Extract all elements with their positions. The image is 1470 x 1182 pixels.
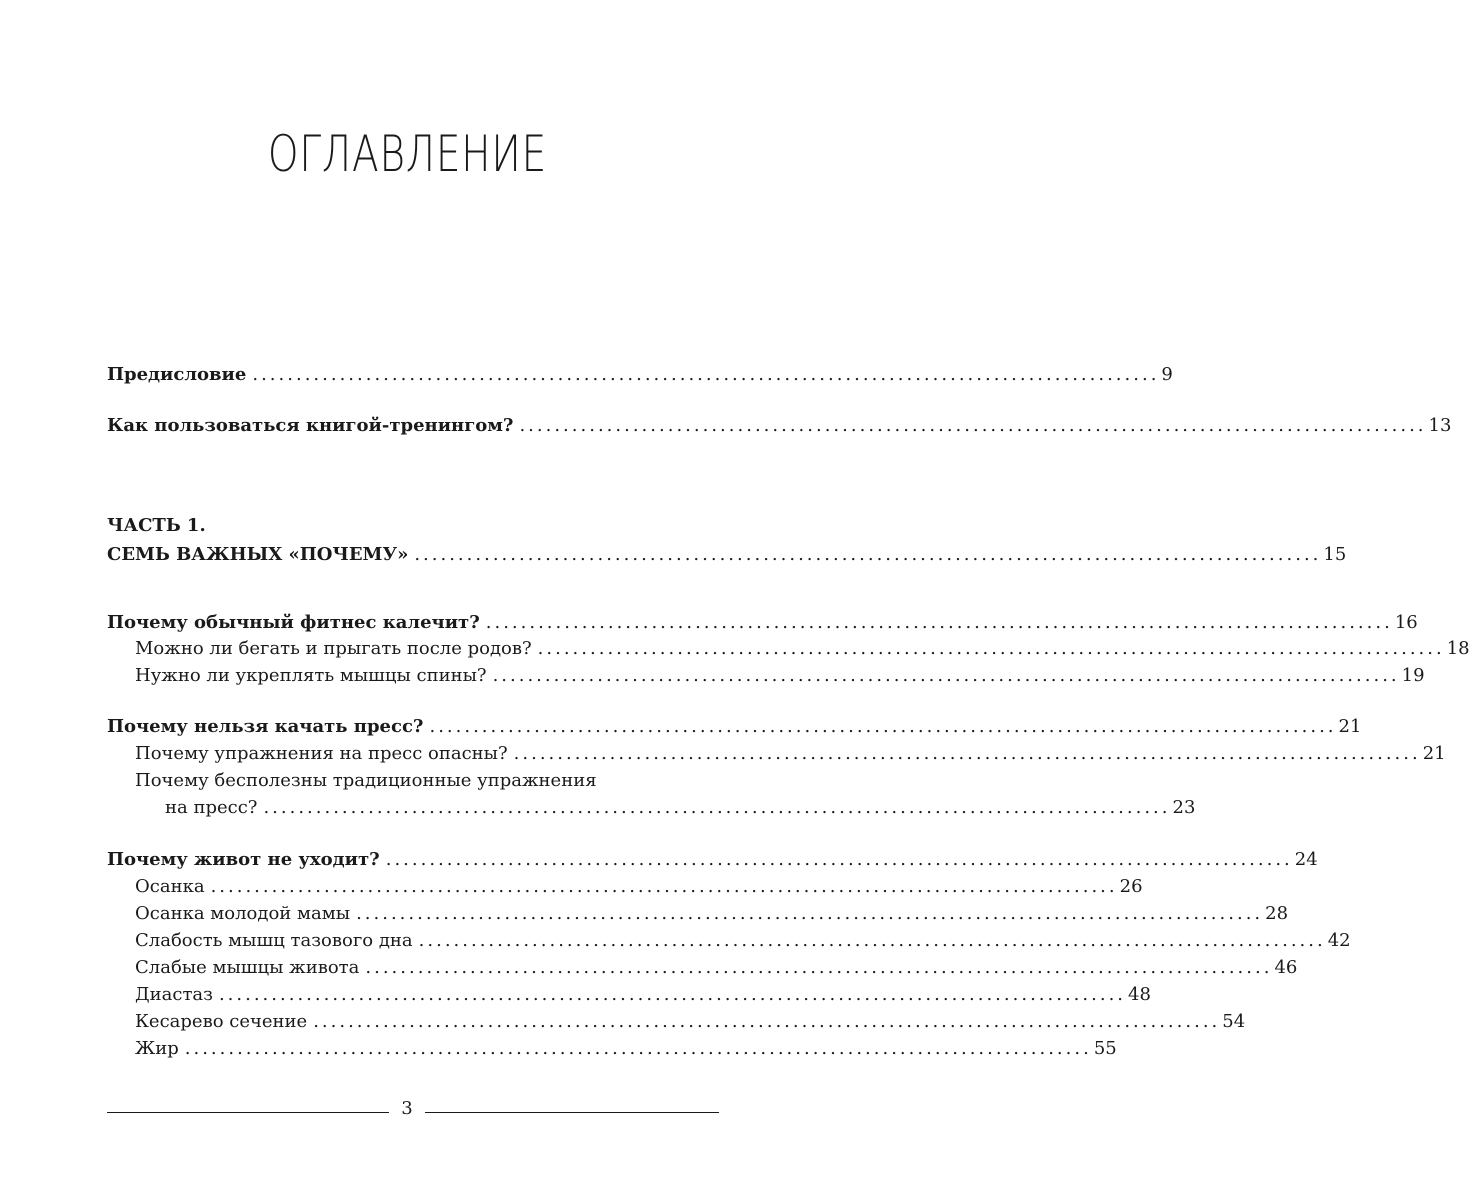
page-number: 3 (401, 1098, 413, 1119)
toc-entry-label: Осанка (135, 876, 205, 897)
toc-entry-page: 18 (1446, 638, 1470, 659)
toc-subentry[interactable] (135, 956, 1298, 980)
toc-subentry[interactable] (135, 929, 1351, 953)
footer-rule-right (425, 1112, 719, 1113)
dot-leader: ........................................................................................................ (218, 984, 1127, 1005)
dot-leader: ........................................................................................................ (513, 743, 1421, 764)
toc-entry-page: 48 (1128, 984, 1151, 1005)
dot-leader: ........................................................................................................ (210, 876, 1118, 897)
toc-entry-page: 24 (1294, 849, 1318, 870)
toc-entry-label: Почему нельзя качать пресс? (107, 716, 424, 737)
toc-entry-page: 21 (1422, 743, 1446, 764)
page-title: ОГЛАВЛЕНИЕ (267, 125, 548, 183)
toc-entry-label: Слабые мышцы живота (135, 957, 360, 978)
dot-leader: ........................................................................................................ (313, 1011, 1221, 1032)
toc-entry-page: 26 (1119, 876, 1143, 897)
dot-leader: ........................................................................................................ (252, 364, 1160, 385)
dot-leader: ........................................................................................................ (356, 903, 1264, 924)
toc-entry-page: 19 (1401, 665, 1425, 686)
dot-leader: ........................................................................................................ (418, 930, 1326, 951)
toc-entry-label: Как пользоваться книгой-тренингом? (107, 415, 514, 436)
toc-entry-label: Осанка молодой мамы (135, 903, 351, 924)
toc-entry-label: на пресс? (165, 797, 258, 818)
toc-entry-page: 55 (1093, 1038, 1117, 1059)
toc-subentry[interactable] (135, 637, 1470, 661)
toc-entry-preface[interactable] (107, 363, 1173, 387)
toc-entry-label: Диастаз (135, 984, 213, 1005)
toc-entry-page: 15 (1323, 544, 1347, 565)
toc-subentry[interactable] (135, 902, 1289, 926)
dot-leader: ........................................................................................................ (429, 716, 1337, 737)
toc-subentry[interactable] (135, 1037, 1117, 1061)
toc-entry-page: 16 (1394, 612, 1418, 633)
toc-entry-label: СЕМЬ ВАЖНЫХ «ПОЧЕМУ» (107, 544, 409, 565)
toc-subentry[interactable] (165, 796, 1196, 820)
toc-entry-part1[interactable] (107, 543, 1347, 567)
dot-leader: ........................................................................................................ (414, 544, 1322, 565)
dot-leader: ........................................................................................................ (485, 612, 1393, 633)
toc-entry-label: Почему обычный фитнес калечит? (107, 612, 480, 633)
toc-subentry[interactable] (135, 664, 1425, 688)
toc-entry-how-to-use[interactable] (107, 414, 1452, 438)
toc-subentry-line1[interactable]: Почему бесполезны традиционные упражнения (135, 770, 597, 791)
toc-entry-label: Жир (135, 1038, 179, 1059)
part-heading: ЧАСТЬ 1. (107, 515, 206, 536)
toc-entry-page: 46 (1274, 957, 1298, 978)
toc-entry-label: Предисловие (107, 364, 247, 385)
toc-entry-page: 28 (1265, 903, 1289, 924)
toc-entry-page: 23 (1172, 797, 1196, 818)
toc-section[interactable] (107, 715, 1362, 739)
toc-entry-label: Почему упражнения на пресс опасны? (135, 743, 508, 764)
toc-entry-label: Нужно ли укреплять мышцы спины? (135, 665, 487, 686)
dot-leader: ........................................................................................................ (385, 849, 1293, 870)
toc-entry-page: 9 (1161, 364, 1173, 385)
toc-entry-page: 13 (1428, 415, 1452, 436)
dot-leader: ........................................................................................................ (365, 957, 1273, 978)
toc-subentry[interactable] (135, 742, 1446, 766)
dot-leader: ........................................................................................................ (263, 797, 1171, 818)
toc-subentry[interactable] (135, 1010, 1246, 1034)
toc-entry-label: Почему живот не уходит? (107, 849, 380, 870)
toc-entry-label: Слабость мышц тазового дна (135, 930, 413, 951)
dot-leader: ........................................................................................................ (492, 665, 1400, 686)
toc-entry-page: 54 (1222, 1011, 1246, 1032)
toc-entry-page: 42 (1327, 930, 1351, 951)
dot-leader: ........................................................................................................ (537, 638, 1445, 659)
toc-subentry[interactable] (135, 875, 1143, 899)
toc-entry-label: Кесарево сечение (135, 1011, 308, 1032)
toc-section[interactable] (107, 611, 1418, 635)
dot-leader: ........................................................................................................ (184, 1038, 1092, 1059)
toc-subentry[interactable] (135, 983, 1151, 1007)
toc-entry-label: Можно ли бегать и прыгать после родов? (135, 638, 532, 659)
toc-entry-page: 21 (1338, 716, 1362, 737)
toc-section[interactable] (107, 848, 1318, 872)
dot-leader: ........................................................................................................ (519, 415, 1427, 436)
footer-rule-left (107, 1112, 389, 1113)
